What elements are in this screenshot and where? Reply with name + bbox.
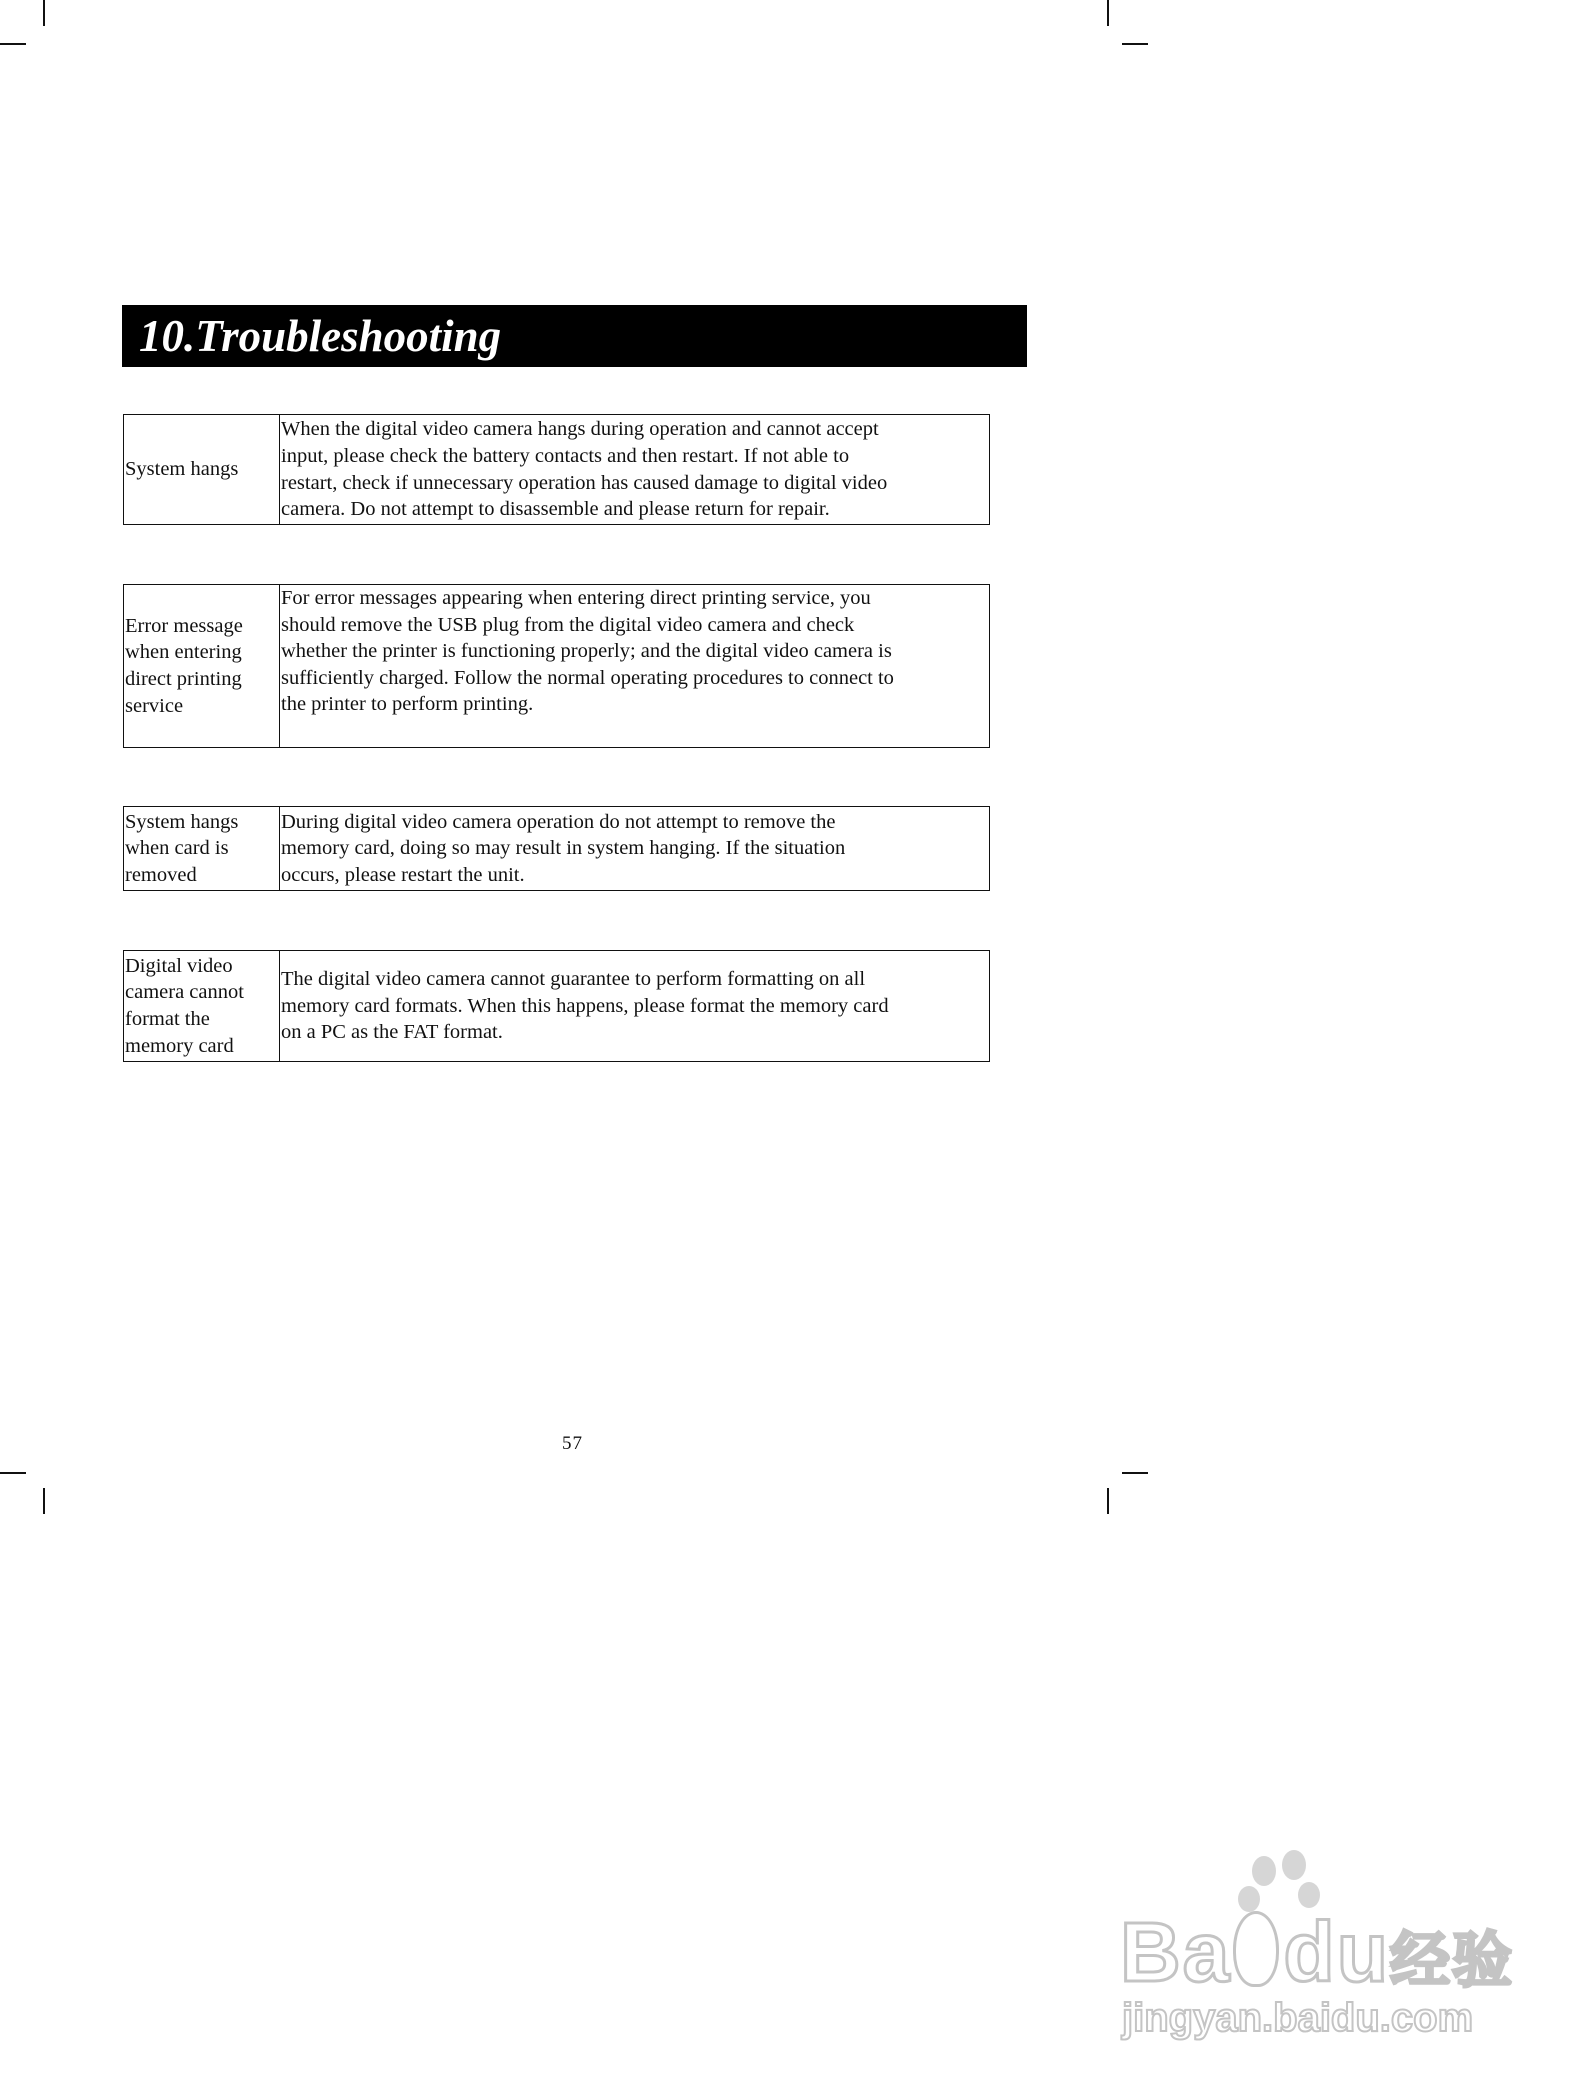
crop-mark-top-right-vertical — [1107, 0, 1109, 26]
solution-cell — [280, 951, 990, 1062]
solution-line: whether the printer is functioning properly; and the digital video camera is — [281, 640, 892, 663]
troubleshooting-table-format-card — [123, 950, 990, 1062]
crop-mark-bottom-left-horizontal — [0, 1472, 26, 1474]
troubleshooting-table-direct-printing — [123, 584, 990, 748]
solution-cell — [280, 415, 990, 525]
crop-mark-bottom-right-horizontal — [1122, 1472, 1148, 1474]
table-row — [124, 585, 990, 748]
paw-toe-icon — [1252, 1856, 1276, 1886]
problem-line: when entering — [125, 641, 242, 664]
brand-latin-part1: Ba — [1120, 1905, 1232, 1999]
solution-line: occurs, please restart the unit. — [281, 863, 525, 886]
problem-line: Error message — [125, 614, 243, 637]
crop-mark-top-right-horizontal — [1122, 43, 1148, 45]
problem-text: System hangs — [125, 458, 239, 481]
table-row — [124, 415, 990, 525]
crop-mark-bottom-right-vertical — [1107, 1488, 1109, 1514]
solution-line: The digital video camera cannot guarantee to perform formatting on all — [281, 968, 866, 991]
watermark-url: jingyan.baidu.com — [1122, 1996, 1474, 2040]
watermark-brand — [1120, 1905, 1515, 2003]
paw-toe-icon — [1282, 1850, 1306, 1880]
problem-line: removed — [125, 863, 197, 886]
page-number: 57 — [562, 1433, 583, 1454]
solution-line: During digital video camera operation do not attempt to remove the — [281, 810, 836, 833]
solution-line: should remove the USB plug from the digital video camera and check — [281, 613, 855, 636]
problem-line: direct printing — [125, 668, 242, 690]
solution-line: For error messages appearing when entering direct printing service, you — [281, 587, 871, 609]
solution-line: sufficiently charged. Follow the normal operating procedures to connect to — [281, 666, 894, 689]
problem-cell — [124, 585, 280, 748]
troubleshooting-table-card-removed — [123, 806, 990, 891]
table-row — [124, 951, 990, 1062]
crop-mark-top-left-vertical — [43, 0, 45, 26]
problem-line: Digital video — [125, 954, 233, 977]
solution-cell — [280, 585, 990, 748]
problem-line: camera cannot — [125, 981, 244, 1004]
problem-line: format the — [125, 1008, 210, 1030]
paw-toe-icon — [1238, 1886, 1260, 1912]
problem-cell — [124, 951, 280, 1062]
solution-line: restart, check if unnecessary operation has caused damage to digital video — [281, 471, 888, 494]
solution-line: the printer to perform printing. — [281, 693, 534, 716]
problem-line: memory card — [125, 1034, 234, 1057]
section-title: 10.Troubleshooting — [139, 311, 502, 361]
problem-line: when card is — [125, 837, 229, 860]
problem-cell — [124, 807, 280, 891]
problem-line: System hangs — [125, 810, 239, 833]
troubleshooting-table-system-hangs — [123, 414, 990, 525]
section-header-bar — [122, 305, 1027, 367]
solution-line: memory card, doing so may result in system hanging. If the situation — [281, 837, 846, 860]
table-row — [124, 807, 990, 891]
solution-line: on a PC as the FAT format. — [281, 1021, 503, 1044]
paw-logo-icon — [1233, 1911, 1279, 1987]
solution-line: When the digital video camera hangs during operation and cannot accept — [281, 418, 879, 441]
solution-line: memory card formats. When this happens, please format the memory card — [281, 994, 889, 1017]
crop-mark-top-left-horizontal — [0, 43, 26, 45]
brand-chinese: 经验 — [1390, 1926, 1515, 1996]
crop-mark-bottom-left-vertical — [43, 1488, 45, 1514]
baidu-jingyan-watermark — [1120, 1850, 1515, 2040]
solution-line: camera. Do not attempt to disassemble and please return for repair. — [281, 498, 830, 521]
solution-cell — [280, 807, 990, 891]
brand-latin-part2: du — [1283, 1905, 1391, 1999]
solution-line: input, please check the battery contacts and then restart. If not able to — [281, 444, 850, 467]
problem-cell — [124, 415, 280, 525]
problem-line: service — [125, 694, 184, 717]
